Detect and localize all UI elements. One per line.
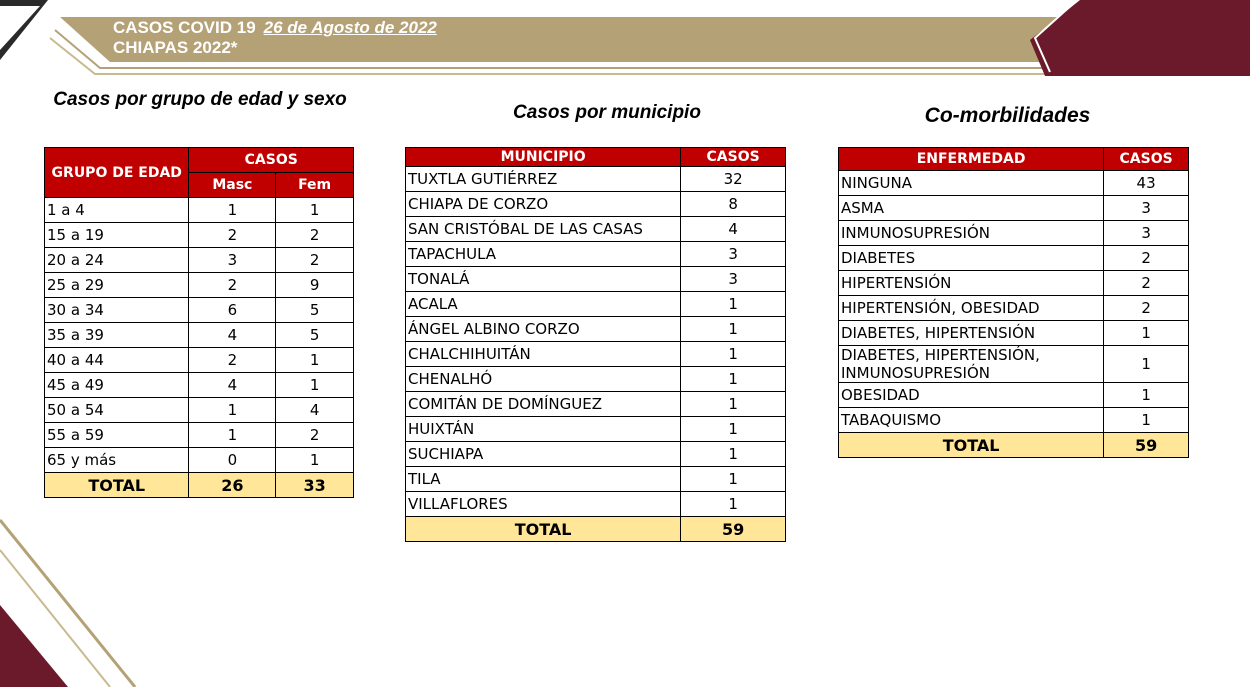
disease-cases-cell: 3	[1104, 196, 1189, 221]
report-date: 26 de Agosto de 2022	[263, 18, 437, 37]
masc-count-cell: 1	[189, 423, 276, 448]
table-row	[839, 296, 1189, 321]
municipio-cases-cell: 1	[681, 442, 786, 467]
comorbidity-table	[838, 147, 1189, 458]
municipio-cases-cell: 1	[681, 292, 786, 317]
disease-name-cell: DIABETES	[839, 246, 1104, 271]
table-row	[839, 408, 1189, 433]
municipio-cases-cell: 1	[681, 417, 786, 442]
total-cases: 59	[681, 517, 786, 542]
total-row	[839, 433, 1189, 458]
municipio-cases-cell: 1	[681, 342, 786, 367]
col-header-enfermedad: ENFERMEDAD	[839, 148, 1104, 171]
table-row	[406, 192, 786, 217]
total-label: TOTAL	[406, 517, 681, 542]
table-row	[406, 342, 786, 367]
table-row	[406, 317, 786, 342]
age-group-cell: 45 a 49	[45, 373, 189, 398]
disease-name-cell: TABAQUISMO	[839, 408, 1104, 433]
col-header-masc: Masc	[189, 173, 276, 198]
masc-count-cell: 1	[189, 198, 276, 223]
table-row	[839, 246, 1189, 271]
municipio-cases-cell: 4	[681, 217, 786, 242]
disease-cases-cell: 1	[1104, 408, 1189, 433]
municipio-cases-cell: 1	[681, 317, 786, 342]
fem-count-cell: 5	[276, 323, 354, 348]
table-row	[406, 217, 786, 242]
age-group-cell: 30 a 34	[45, 298, 189, 323]
municipio-name-cell: TILA	[406, 467, 681, 492]
table-row	[45, 448, 354, 473]
total-cases: 59	[1104, 433, 1189, 458]
age-table-title: Casos por grupo de edad y sexo	[53, 89, 347, 110]
report-subtitle: CHIAPAS 2022*	[113, 38, 238, 57]
age-group-cell: 1 a 4	[45, 198, 189, 223]
table-row	[839, 383, 1189, 408]
disease-name-cell: NINGUNA	[839, 171, 1104, 196]
disease-name-cell: HIPERTENSIÓN, OBESIDAD	[839, 296, 1104, 321]
municipio-name-cell: CHENALHÓ	[406, 367, 681, 392]
masc-count-cell: 6	[189, 298, 276, 323]
municipio-name-cell: COMITÁN DE DOMÍNGUEZ	[406, 392, 681, 417]
municipio-name-cell: HUIXTÁN	[406, 417, 681, 442]
table-row	[406, 292, 786, 317]
municipio-name-cell: TONALÁ	[406, 267, 681, 292]
fem-count-cell: 1	[276, 348, 354, 373]
age-group-cell: 20 a 24	[45, 248, 189, 273]
municipio-cases-cell: 32	[681, 167, 786, 192]
table-row	[839, 171, 1189, 196]
municipio-name-cell: CHIAPA DE CORZO	[406, 192, 681, 217]
disease-name-cell: HIPERTENSIÓN	[839, 271, 1104, 296]
age-group-table	[44, 147, 354, 498]
municipio-cases-cell: 1	[681, 492, 786, 517]
municipio-cases-cell: 1	[681, 467, 786, 492]
disease-name-cell: ASMA	[839, 196, 1104, 221]
table-row	[839, 196, 1189, 221]
report-header	[113, 18, 437, 58]
age-group-cell: 25 a 29	[45, 273, 189, 298]
masc-count-cell: 4	[189, 323, 276, 348]
table-row	[839, 346, 1189, 383]
municipio-name-cell: CHALCHIHUITÁN	[406, 342, 681, 367]
masc-count-cell: 4	[189, 373, 276, 398]
municipio-cases-cell: 1	[681, 367, 786, 392]
disease-cases-cell: 2	[1104, 246, 1189, 271]
municipio-cases-cell: 1	[681, 392, 786, 417]
table-row	[406, 442, 786, 467]
municipio-name-cell: SUCHIAPA	[406, 442, 681, 467]
masc-count-cell: 2	[189, 223, 276, 248]
municipio-table-title: Casos por municipio	[513, 102, 701, 123]
col-header-cases: CASOS	[189, 148, 354, 173]
table-row	[45, 398, 354, 423]
age-group-cell: 40 a 44	[45, 348, 189, 373]
age-group-cell: 65 y más	[45, 448, 189, 473]
age-group-cell: 55 a 59	[45, 423, 189, 448]
fem-count-cell: 5	[276, 298, 354, 323]
disease-cases-cell: 2	[1104, 271, 1189, 296]
municipio-name-cell: ÁNGEL ALBINO CORZO	[406, 317, 681, 342]
table-row	[406, 367, 786, 392]
disease-cases-cell: 2	[1104, 296, 1189, 321]
age-group-cell: 35 a 39	[45, 323, 189, 348]
masc-count-cell: 2	[189, 348, 276, 373]
fem-count-cell: 1	[276, 198, 354, 223]
table-row	[45, 348, 354, 373]
comorbidity-table-title: Co-morbilidades	[924, 104, 1091, 127]
disease-name-cell: DIABETES, HIPERTENSIÓN, INMUNOSUPRESIÓN	[839, 346, 1104, 383]
table-row	[406, 492, 786, 517]
fem-count-cell: 2	[276, 423, 354, 448]
municipio-cases-cell: 3	[681, 242, 786, 267]
table-row	[45, 323, 354, 348]
table-row	[45, 273, 354, 298]
masc-count-cell: 2	[189, 273, 276, 298]
disease-cases-cell: 1	[1104, 321, 1189, 346]
municipio-cases-cell: 3	[681, 267, 786, 292]
table-row	[406, 467, 786, 492]
total-masc: 26	[189, 473, 276, 498]
fem-count-cell: 1	[276, 373, 354, 398]
municipio-table	[405, 147, 786, 542]
col-header-fem: Fem	[276, 173, 354, 198]
masc-count-cell: 3	[189, 248, 276, 273]
fem-count-cell: 9	[276, 273, 354, 298]
age-group-cell: 15 a 19	[45, 223, 189, 248]
disease-cases-cell: 1	[1104, 346, 1189, 383]
disease-name-cell: DIABETES, HIPERTENSIÓN	[839, 321, 1104, 346]
col-header-casos: CASOS	[1104, 148, 1189, 171]
fem-count-cell: 2	[276, 248, 354, 273]
col-header-municipio: MUNICIPIO	[406, 148, 681, 167]
total-label: TOTAL	[45, 473, 189, 498]
total-row	[406, 517, 786, 542]
table-row	[45, 223, 354, 248]
municipio-name-cell: TAPACHULA	[406, 242, 681, 267]
municipio-name-cell: VILLAFLORES	[406, 492, 681, 517]
fem-count-cell: 4	[276, 398, 354, 423]
disease-name-cell: INMUNOSUPRESIÓN	[839, 221, 1104, 246]
table-row	[45, 298, 354, 323]
table-row	[406, 267, 786, 292]
table-row	[839, 271, 1189, 296]
total-label: TOTAL	[839, 433, 1104, 458]
table-row	[406, 392, 786, 417]
table-row	[406, 167, 786, 192]
disease-cases-cell: 3	[1104, 221, 1189, 246]
municipio-name-cell: TUXTLA GUTIÉRREZ	[406, 167, 681, 192]
table-row	[45, 248, 354, 273]
fem-count-cell: 1	[276, 448, 354, 473]
masc-count-cell: 1	[189, 398, 276, 423]
table-row	[406, 242, 786, 267]
disease-cases-cell: 1	[1104, 383, 1189, 408]
table-row	[406, 417, 786, 442]
report-title: CASOS COVID 19	[113, 18, 256, 37]
municipio-name-cell: SAN CRISTÓBAL DE LAS CASAS	[406, 217, 681, 242]
disease-name-cell: OBESIDAD	[839, 383, 1104, 408]
masc-count-cell: 0	[189, 448, 276, 473]
table-row	[839, 221, 1189, 246]
table-row	[839, 321, 1189, 346]
table-row	[45, 373, 354, 398]
total-row	[45, 473, 354, 498]
table-row	[45, 423, 354, 448]
fem-count-cell: 2	[276, 223, 354, 248]
age-group-cell: 50 a 54	[45, 398, 189, 423]
col-header-casos: CASOS	[681, 148, 786, 167]
col-header-group: GRUPO DE EDAD	[45, 148, 189, 198]
disease-cases-cell: 43	[1104, 171, 1189, 196]
municipio-name-cell: ACALA	[406, 292, 681, 317]
table-row	[45, 198, 354, 223]
total-fem: 33	[276, 473, 354, 498]
municipio-cases-cell: 8	[681, 192, 786, 217]
